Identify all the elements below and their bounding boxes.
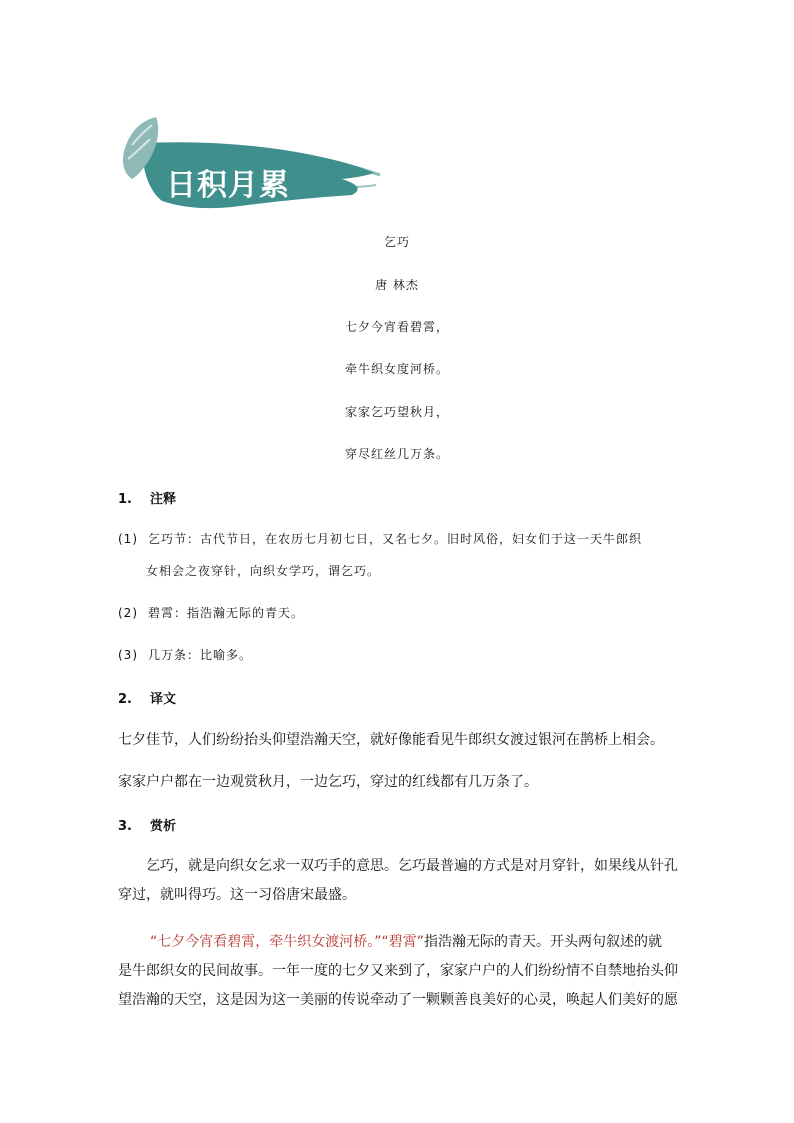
analysis-line: 穿过，就叫得巧。这一习俗唐宋最盛。 <box>118 887 356 903</box>
translation-line: 家家户户都在一边观赏秋月，一边乞巧，穿过的红线都有几万条了。 <box>118 774 538 790</box>
poem-author: 唐 林杰 <box>375 278 419 292</box>
poem-quote: “七夕今宵看碧霄，牵牛织女渡河桥。” <box>150 934 382 950</box>
poem-line: 牵牛织女度河桥。 <box>344 362 449 376</box>
section-heading-translation <box>118 688 176 707</box>
section-label: 注释 <box>150 492 177 507</box>
note-item <box>118 604 304 621</box>
poem-line: 七夕今宵看碧霄， <box>344 320 449 334</box>
analysis-line: 是牛郎织女的民间故事。一年一度的七夕又来到了，家家户户的人们纷纷情不自禁地抬头仰 <box>118 963 678 979</box>
poem-title: 乞巧 <box>383 235 410 249</box>
section-label: 译文 <box>150 692 177 707</box>
note-index: (1) <box>118 532 138 546</box>
note-item <box>118 646 252 663</box>
note-text-continued: 女相会之夜穿针，向织女学巧，谓乞巧。 <box>146 564 381 578</box>
section-number: 1. <box>118 492 132 507</box>
analysis-line <box>150 931 662 951</box>
term-quote: “碧霄” <box>381 934 425 950</box>
poem-line: 家家乞巧望秋月， <box>344 405 449 419</box>
note-item <box>118 530 642 547</box>
note-text: 碧霄：指浩瀚无际的青天。 <box>148 606 305 620</box>
poem-line: 穿尽红丝几万条。 <box>344 447 449 461</box>
analysis-line: 乞巧，就是向织女乞求一双巧手的意思。乞巧最普遍的方式是对月穿针，如果线从针孔 <box>146 858 678 874</box>
analysis-line: 望浩瀚的天空，这是因为这一美丽的传说牵动了一颗颗善良美好的心灵，唤起人们美好的愿 <box>118 992 678 1008</box>
note-index: (2) <box>118 606 138 620</box>
translation-line: 七夕佳节，人们纷纷抬头仰望浩瀚天空，就好像能看见牛郎织女渡过银河在鹊桥上相会。 <box>118 732 664 748</box>
section-heading-notes <box>118 488 176 507</box>
section-heading-analysis <box>118 815 176 834</box>
analysis-text: 指浩瀚无际的青天。开头两句叙述的就 <box>424 934 663 950</box>
note-text: 乞巧节：古代节日，在农历七月初七日，又名七夕。旧时风俗，妇女们于这一天牛郎织 <box>148 532 643 546</box>
banner-title: 日积月累 <box>166 168 290 203</box>
section-number: 2. <box>118 692 132 707</box>
section-label: 赏析 <box>150 819 177 834</box>
note-text: 几万条：比喻多。 <box>148 648 253 662</box>
note-index: (3) <box>118 648 138 662</box>
section-number: 3. <box>118 819 132 834</box>
